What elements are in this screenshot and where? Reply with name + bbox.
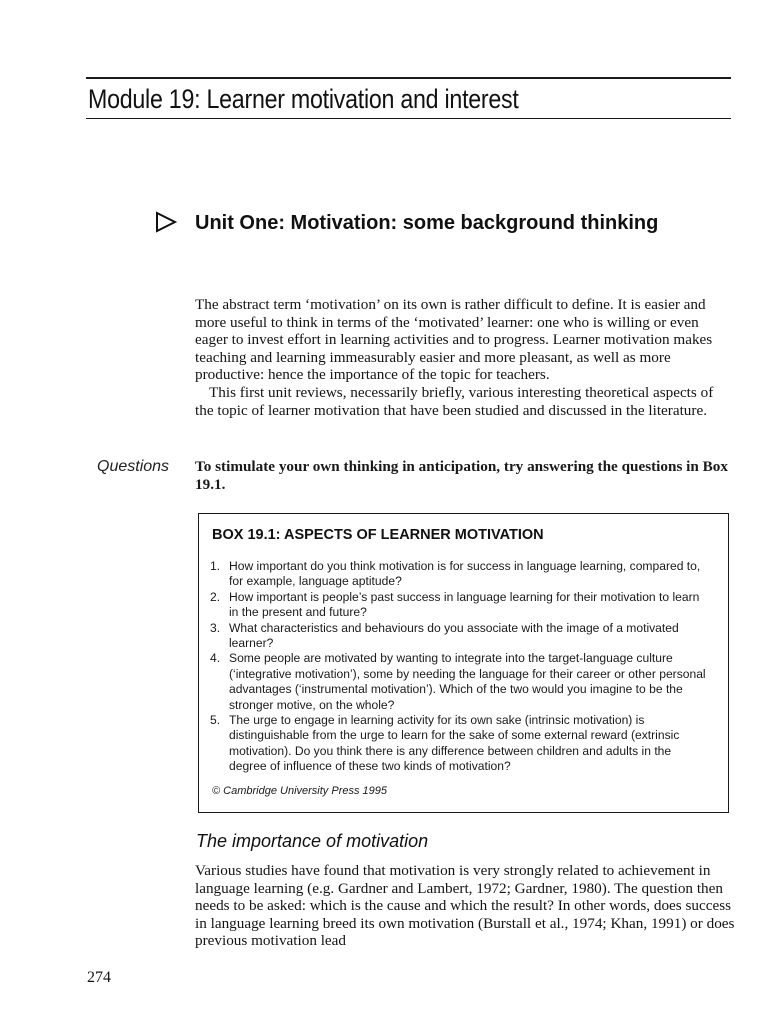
list-item (210, 651, 710, 713)
list-item (210, 621, 710, 652)
top-rule (86, 77, 731, 79)
list-item-number: 3. (210, 620, 221, 635)
list-item-text: The urge to engage in learning activity for its own sake (intrinsic motivation) is distinguishable from the urge to learn for the sake of some external reward (extrinsic motivation). Do you think there is any difference between children and adults in the degree of influence of these two kinds of motivation? (229, 713, 680, 774)
box-question-list (210, 559, 710, 775)
list-item-text: Some people are motivated by wanting to integrate into the target-language culture (‘integrative motivation’), some by needing the language for their career or other personal advantages (‘instrumental motivation’). Which of the two would you imagine to be the stronger motive, on the whole? (229, 651, 706, 712)
section-heading: The importance of motivation (196, 831, 429, 851)
unit-title: Unit One: Motivation: some background thinking (195, 212, 659, 234)
list-item-number: 5. (210, 713, 221, 728)
intro-paragraph-2: This first unit reviews, necessarily briefly, various interesting theoretical aspects of the topic of learner motivation that have been studied and discussed in the literature. (195, 383, 714, 419)
section-body (195, 862, 735, 950)
module-title: Module 19: Learner motivation and interest (88, 84, 519, 114)
list-item (210, 559, 710, 590)
triangle-arrow-icon (154, 210, 178, 234)
list-item (210, 590, 710, 621)
box-19-1 (198, 513, 729, 813)
box-title: BOX 19.1: ASPECTS OF LEARNER MOTIVATION (212, 527, 544, 543)
intro-paragraph-1: The abstract term ‘motivation’ on its own is rather difficult to define. It is easier and more useful to think in terms of the ‘motivated’ learner: one who is willing or even eager to invest effort in learning activities and to progress. Learner motivation makes teaching and learning immeasurably easier and more pleasant, as well as more productive: hence the importance of the topic for teachers. (195, 296, 713, 384)
list-item-number: 2. (210, 589, 221, 604)
list-item-text: What characteristics and behaviours do you associate with the image of a motivated learner? (229, 620, 679, 651)
list-item-number: 4. (210, 651, 221, 666)
intro-text (195, 296, 735, 419)
list-item-number: 1. (210, 559, 221, 573)
questions-text: To stimulate your own thinking in anticipation, try answering the questions in Box 19.1. (195, 458, 728, 493)
page-number: 274 (87, 969, 111, 986)
section-paragraph: Various studies have found that motivation is very strongly related to achievement in language learning (e.g. Gardner and Lambert, 1972; Gardner, 1980). The question then needs to be asked: which is the cause and which the result? In other words, does success in language learning breed its own motivation (Burstall et al., 1974; Khan, 1991) or does previous motivation lead (195, 862, 735, 950)
bottom-rule (86, 118, 731, 119)
questions-label: Questions (97, 458, 170, 475)
list-item (210, 713, 710, 775)
list-item-text: How important do you think motivation is for success in language learning, compared to, for example, language aptitude? (229, 559, 701, 589)
box-copyright: © Cambridge University Press 1995 (212, 785, 388, 797)
list-item-text: How important is people’s past success in language learning for their motivation to learn in the present and future? (229, 589, 700, 620)
